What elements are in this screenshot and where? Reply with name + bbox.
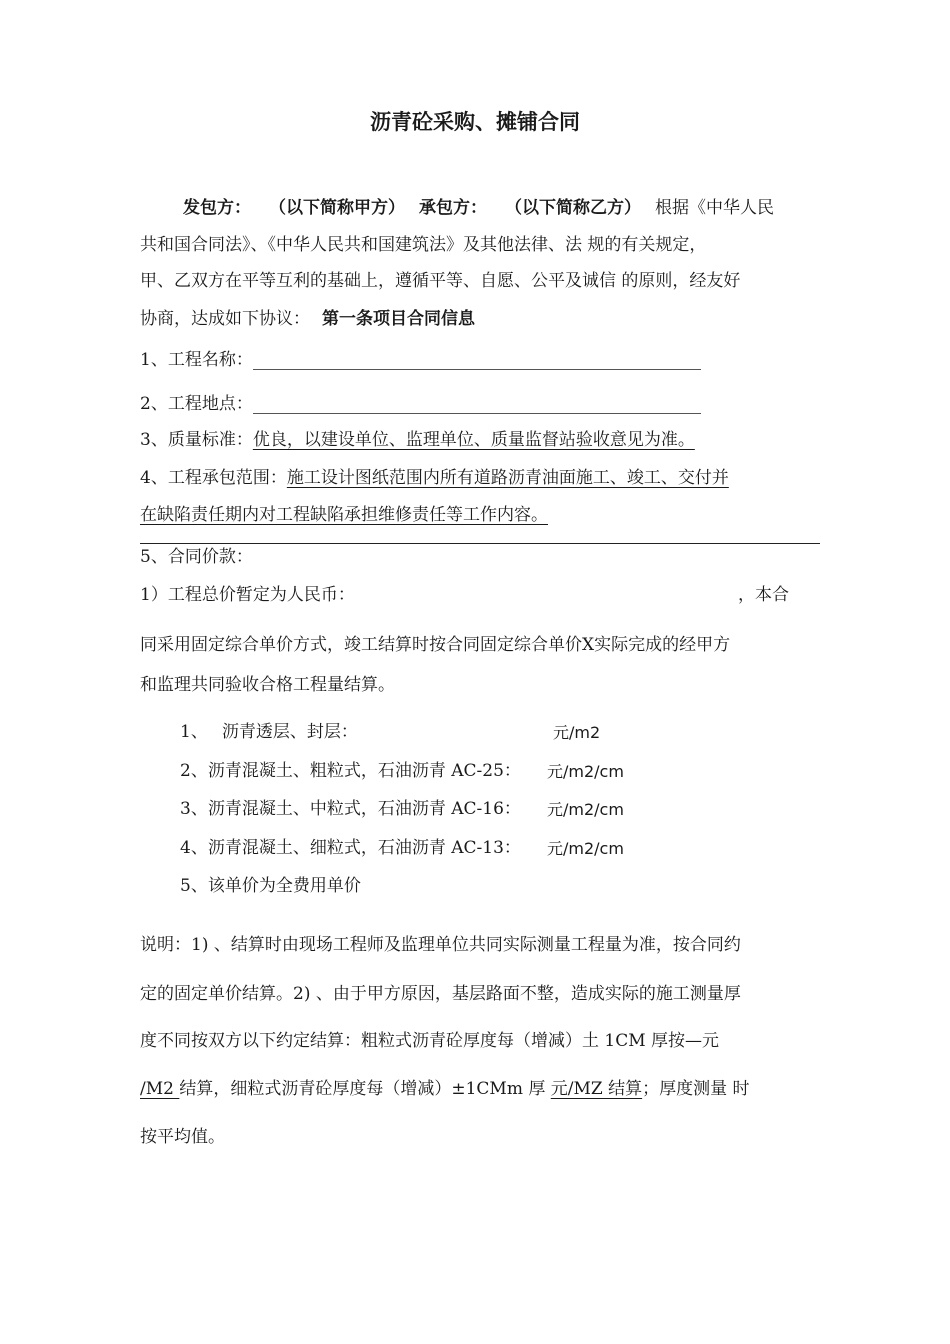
party-b-note: （以下简称乙方） bbox=[505, 198, 641, 218]
price-1-label: 1）工程总价暂定为人民币： bbox=[140, 585, 355, 605]
quality-row bbox=[140, 428, 695, 452]
unit-price-num: 5、 bbox=[180, 876, 208, 896]
scope-row bbox=[140, 466, 729, 490]
unit-price-num: 1、 bbox=[180, 722, 208, 742]
project-location-row bbox=[140, 392, 701, 416]
project-name-field[interactable] bbox=[253, 351, 701, 370]
project-location-label: 2、工程地点： bbox=[140, 394, 253, 414]
intro-line-1-tail: 根据《中华人民 bbox=[655, 198, 774, 218]
scope-value-2: 在缺陷责任期内对工程缺陷承担维修责任等工作内容。 bbox=[140, 505, 548, 525]
article-1-heading: 第一条项目合同信息 bbox=[322, 309, 475, 329]
price-1-line-2: 同采用固定综合单价方式，竣工结算时按合同固定综合单价Ⅹ实际完成的经甲方 bbox=[140, 635, 731, 655]
project-location-field[interactable] bbox=[253, 395, 701, 414]
unit-price-label: 沥青混凝土、细粒式，石油沥青 AC-13： bbox=[207, 838, 521, 858]
price-1-tail: ，本合 bbox=[738, 585, 789, 605]
intro-line-4 bbox=[140, 307, 475, 331]
party-a-label: 发包方： bbox=[183, 198, 251, 218]
notes-unit-underlined-1: /M2 bbox=[140, 1079, 180, 1099]
unit-price-unit: 元/m2 bbox=[553, 723, 601, 742]
party-a-note: （以下简称甲方） bbox=[269, 198, 405, 218]
project-name-row bbox=[140, 348, 701, 372]
notes-unit-underlined-2: 元/MZ 结算 bbox=[550, 1079, 643, 1099]
unit-price-label: 沥青透层、封层： bbox=[221, 722, 358, 742]
unit-price-label: 沥青混凝土、中粒式，石油沥青 AC-16： bbox=[207, 799, 521, 819]
unit-price-unit: 元/m2/cm bbox=[547, 762, 624, 781]
notes-line-1: 说明：1) 、结算时由现场工程师及监理单位共同实际测量工程量为准，按合同约 bbox=[140, 935, 741, 955]
price-label: 5、合同价款： bbox=[140, 547, 253, 567]
quality-value: 优良，以建设单位、监理单位、质量监督站验收意见为准。 bbox=[252, 430, 695, 450]
notes-line-4-tail: ；厚度测量 时 bbox=[642, 1079, 750, 1099]
notes-line-2: 定的固定单价结算。2) 、由于甲方原因，基层路面不整，造成实际的施工测量厚 bbox=[140, 984, 741, 1004]
project-name-label: 1、工程名称： bbox=[140, 350, 253, 370]
unit-price-unit: 元/m2/cm bbox=[547, 800, 624, 819]
unit-price-num: 2、 bbox=[180, 761, 208, 781]
notes-line-3: 度不同按双方以下约定结算：粗粒式沥青砼厚度每（增减）土 1CM 厚按—元 bbox=[140, 1031, 720, 1051]
quality-label: 3、质量标准： bbox=[140, 430, 253, 450]
unit-price-unit: 元/m2/cm bbox=[547, 839, 624, 858]
intro-line-4-text: 协商，达成如下协议： bbox=[140, 309, 310, 329]
notes-line-4 bbox=[140, 1077, 750, 1101]
unit-price-label: 沥青混凝土、粗粒式，石油沥青 AC-25： bbox=[207, 761, 521, 781]
unit-price-num: 3、 bbox=[180, 799, 208, 819]
unit-price-item bbox=[180, 797, 521, 821]
unit-price-item bbox=[180, 874, 361, 898]
scope-value-1: 施工设计图纸范围内所有道路沥青油面施工、竣工、交付并 bbox=[286, 468, 729, 488]
unit-price-item bbox=[180, 836, 521, 860]
party-b-label: 承包方： bbox=[419, 198, 487, 218]
unit-price-item bbox=[180, 720, 358, 744]
unit-price-item bbox=[180, 759, 521, 783]
notes-line-5: 按平均值。 bbox=[140, 1127, 225, 1147]
divider-line bbox=[140, 543, 820, 544]
intro-line-1 bbox=[183, 196, 774, 220]
notes-line-4-mid: 结算，细粒式沥青砼厚度每（增减）±1CMm 厚 bbox=[179, 1079, 551, 1099]
unit-price-label: 该单价为全费用单价 bbox=[207, 876, 361, 896]
scope-label: 4、工程承包范围： bbox=[140, 468, 287, 488]
unit-price-num: 4、 bbox=[180, 838, 208, 858]
intro-line-3: 甲、乙双方在平等互利的基础上，遵循平等、自愿、公平及诚信 的原则，经友好 bbox=[140, 271, 741, 291]
price-1-line-3: 和监理共同验收合格工程量结算。 bbox=[140, 675, 395, 695]
document-title: 沥青砼采购、摊铺合同 bbox=[370, 109, 580, 134]
intro-line-2: 共和国合同法》、《中华人民共和国建筑法》及其他法律、法 规的有关规定， bbox=[140, 235, 707, 255]
